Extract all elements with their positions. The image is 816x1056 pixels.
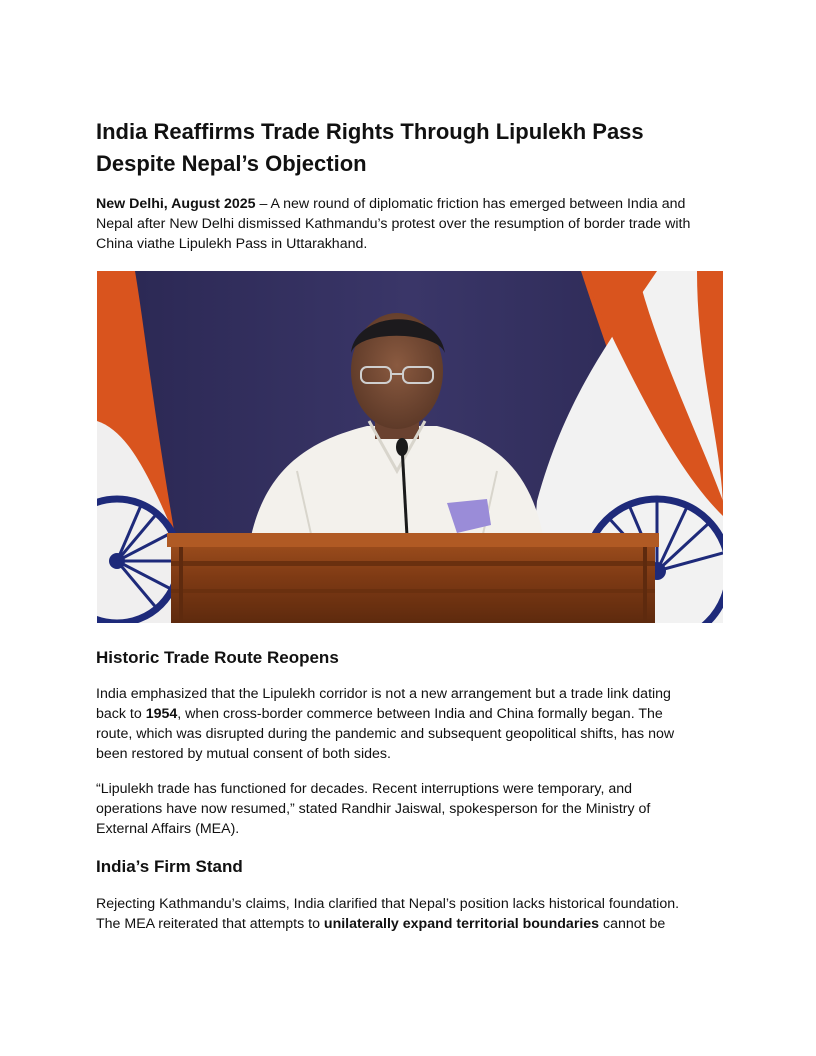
section-heading-historic: Historic Trade Route Reopens <box>96 648 339 667</box>
title-line-1: India Reaffirms Trade Rights Through Lipulekh Pass <box>96 119 644 144</box>
quote-paragraph: “Lipulekh trade has functioned for decades. Recent interruptions were temporary, and operations have now resumed,” stated Randhir Jaiswal, spokesperson for the Ministry of External Affairs (MEA). <box>96 781 651 837</box>
podium <box>167 533 659 623</box>
dateline: New Delhi, August 2025 <box>96 196 256 212</box>
section-heading-firm-stand: India’s Firm Stand <box>96 857 243 876</box>
section1-paragraph: India emphasized that the Lipulekh corridor is not a new arrangement but a trade link dating back to 1954, when cross-border commerce between India and China formally began. The route, which was disrupted during the pandemic and subsequent geopolitical shifts, has now been restored by mutual consent of both sides. <box>96 686 675 762</box>
title-line-2: Despite Nepal’s Objection <box>96 151 367 176</box>
year-1954: 1954 <box>145 706 178 722</box>
article-title <box>96 116 736 180</box>
article-photo <box>97 271 723 623</box>
intro-paragraph: New Delhi, August 2025 – A new round of diplomatic friction has emerged between India and Nepal after New Delhi dismissed Kathmandu’s protest over the resumption of border trade with China viathe Lipulekh Pass in Uttarakhand. <box>96 196 691 252</box>
bold-phrase: unilaterally expand territorial boundaries <box>323 916 600 932</box>
section2-paragraph: Rejecting Kathmandu’s claims, India clarified that Nepal’s position lacks historical foundation. The MEA reiterated that attempts to unilaterally expand territorial boundaries cannot be <box>96 896 680 932</box>
